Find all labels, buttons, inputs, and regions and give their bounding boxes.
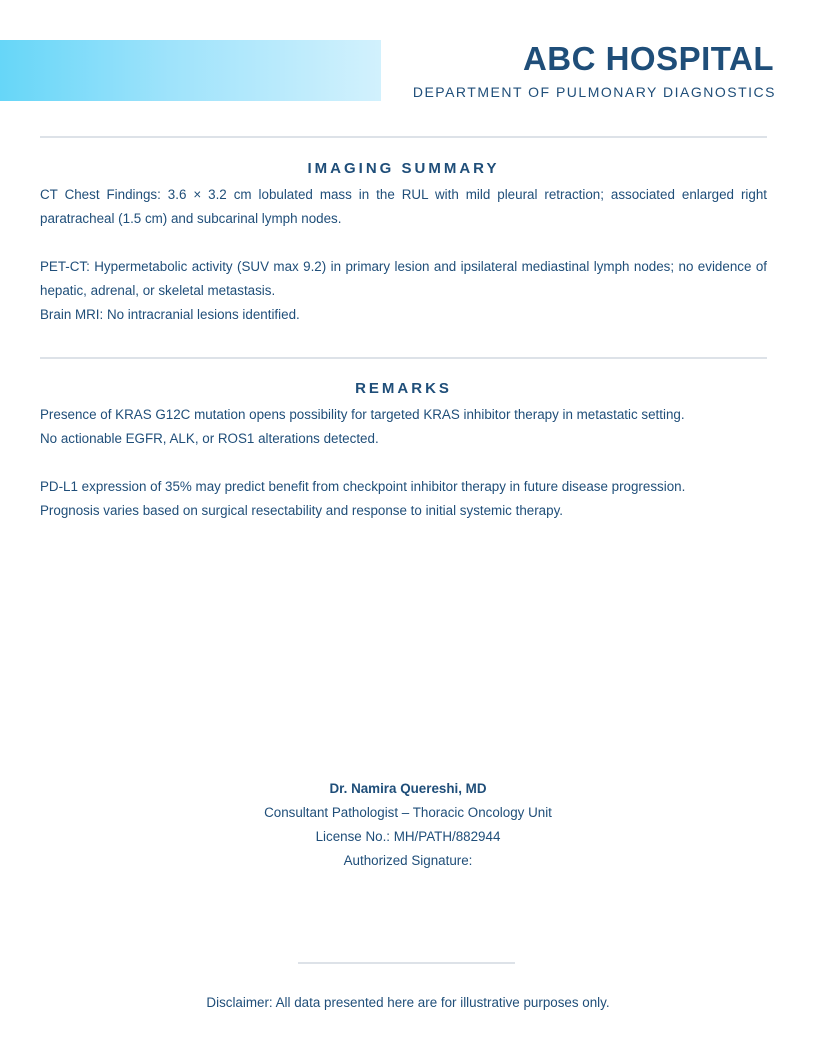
authorized-signature-label: Authorized Signature: — [343, 853, 473, 868]
remarks-line-4: Prognosis varies based on surgical resectability and response to initial systemic therapy. — [40, 503, 563, 518]
hospital-name: ABC HOSPITAL — [522, 40, 774, 77]
remarks-line-1: Presence of KRAS G12C mutation opens possibility for targeted KRAS inhibitor therapy in metastatic setting. — [40, 407, 685, 422]
remarks-title: REMARKS — [355, 380, 452, 397]
signature-line — [298, 962, 515, 964]
license-number: License No.: MH/PATH/882944 — [315, 829, 501, 844]
imaging-summary-title: IMAGING SUMMARY — [307, 160, 500, 177]
brain-mri-text: Brain MRI: No intracranial lesions identified. — [40, 307, 300, 322]
remarks-line-2: No actionable EGFR, ALK, or ROS1 alterations detected. — [40, 431, 379, 446]
remarks-line-3: PD-L1 expression of 35% may predict benefit from checkpoint inhibitor therapy in future disease progression. — [40, 479, 686, 494]
signature-block — [0, 777, 816, 873]
header-accent-bar — [0, 40, 381, 101]
divider-middle — [40, 357, 767, 359]
department-name: DEPARTMENT OF PULMONARY DIAGNOSTICS — [412, 84, 776, 100]
pet-ct-text: PET-CT: Hypermetabolic activity (SUV max 9.2) in primary lesion and ipsilateral mediastinal lymph nodes; no evidence of hepatic, adrenal, or skeletal metastasis. — [40, 259, 767, 298]
ct-findings-text: CT Chest Findings: 3.6 × 3.2 cm lobulated mass in the RUL with mild pleural retraction; associated enlarged right paratracheal (1.5 cm) and subcarinal lymph nodes. — [40, 187, 767, 226]
signatory-name: Dr. Namira Quereshi, MD — [329, 781, 487, 796]
signatory-role: Consultant Pathologist – Thoracic Oncology Unit — [264, 805, 552, 820]
divider-top — [40, 136, 767, 138]
disclaimer: Disclaimer: All data presented here are for illustrative purposes only. — [206, 995, 610, 1010]
